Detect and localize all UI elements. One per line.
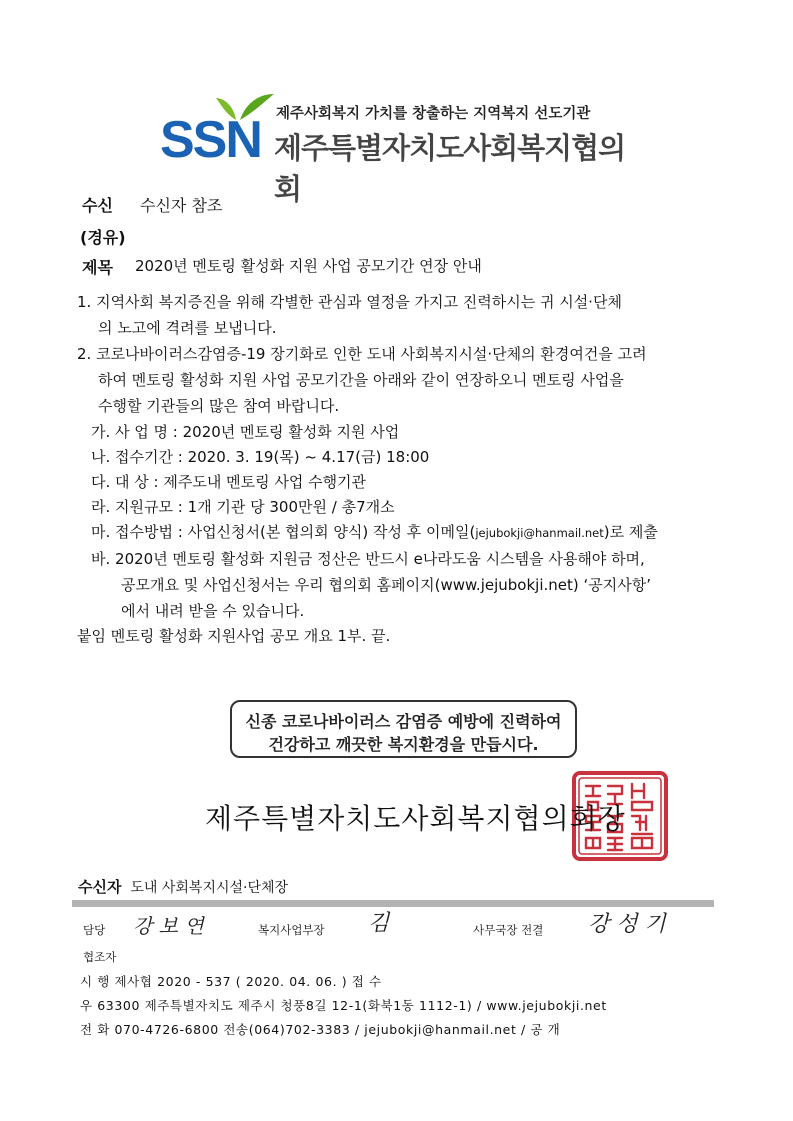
campaign-banner <box>230 700 577 758</box>
recipients-label: 수신자 <box>78 878 122 896</box>
paragraph-2-line-1: 2. 코로나바이러스감염증-19 장기화로 인한 도내 사회복지시설·단체의 환경여건을 고려 <box>77 345 647 363</box>
item-ga: 가. 사 업 명 : 2020년 멘토링 활성화 지원 사업 <box>91 423 400 441</box>
item-ma <box>91 521 658 542</box>
drafter-label: 담당 <box>83 923 106 937</box>
enforcement-line: 시 행 제사협 2020 - 537 ( 2020. 04. 06. ) 접 수 <box>80 974 382 989</box>
paragraph-2-line-2: 하여 멘토링 활성화 지원 사업 공모기간을 아래와 같이 연장하오니 멘토링 사업을 <box>98 371 624 389</box>
paragraph-2-line-3: 수행할 기관들의 많은 참여 바랍니다. <box>98 397 340 415</box>
item-da: 다. 대 상 : 제주도내 멘토링 사업 수행기관 <box>91 473 367 491</box>
divider-bar <box>72 900 714 907</box>
item-ba-line-1: 바. 2020년 멘토링 활성화 지원금 정산은 반드시 e나라도움 시스템을 사용해야 하며, <box>91 550 645 568</box>
campaign-line-1: 신종 코로나바이러스 감염증 예방에 진력하여 <box>245 712 562 731</box>
paragraph-1-line-1: 1. 지역사회 복지증진을 위해 각별한 관심과 열정을 가지고 진력하시는 귀 시설·단체 <box>77 293 622 311</box>
contact-line: 전 화 070-4726-6800 전송(064)702-3383 / jejubokji@hanmail.net / 공 개 <box>80 1022 561 1037</box>
org-logo <box>160 92 640 206</box>
item-ba-line-2: 공모개요 및 사업신청서는 우리 협의회 홈페이지(www.jejubokji.net) ‘공지사항’ <box>121 576 651 594</box>
subject-value: 2020년 멘토링 활성화 지원 사업 공모기간 연장 안내 <box>135 257 482 275</box>
via-label: (경유) <box>80 228 126 247</box>
address-line: 우 63300 제주특별자치도 제주시 청풍8길 12-1(화북1동 1112-1) / www.jejubokji.net <box>80 998 607 1013</box>
item-na: 나. 접수기간 : 2020. 3. 19(목) ~ 4.17(금) 18:00 <box>91 448 430 466</box>
paragraph-1-line-2: 의 노고에 격려를 보냅니다. <box>98 319 277 337</box>
recipients-value: 도내 사회복지시설·단체장 <box>130 880 289 896</box>
campaign-line-2: 건강하고 깨끗한 복지환경을 만듭시다. <box>268 735 539 754</box>
sender-name: 제주특별자치도사회복지협의회장 <box>205 802 626 835</box>
item-ma-text-a: 마. 접수방법 : 사업신청서(본 협의회 양식) 작성 후 이메일( <box>91 523 476 541</box>
approver-signature: 강 성 기 <box>588 912 666 937</box>
recipients-line <box>78 876 288 897</box>
cooperator-label: 협조자 <box>83 950 117 964</box>
logo-brand: SSN <box>160 111 261 169</box>
to-value: 수신자 참조 <box>140 196 223 215</box>
approver-label: 사무국장 전결 <box>473 923 544 937</box>
reviewer-label: 복지사업부장 <box>258 923 325 937</box>
logo-slogan: 제주사회복지 가치를 창출하는 지역복지 선도기관 <box>276 106 591 122</box>
item-ra: 라. 지원규모 : 1개 기관 당 300만원 / 총7개소 <box>91 498 395 516</box>
logo-org-name: 제주특별자치도사회복지협의회 <box>274 131 626 206</box>
reviewer-signature: 김 <box>368 911 390 936</box>
item-ba-line-3: 에서 내려 받을 수 있습니다. <box>121 602 305 620</box>
subject-label: 제목 <box>82 258 113 277</box>
item-ma-email: jejubokji@hanmail.net <box>475 526 604 540</box>
to-label: 수신 <box>82 196 113 215</box>
drafter-signature: 강 보 연 <box>133 914 204 938</box>
item-ma-text-b: )로 제출 <box>603 523 658 541</box>
attachment-line: 붙임 멘토링 활성화 지원사업 공모 개요 1부. 끝. <box>77 627 391 645</box>
